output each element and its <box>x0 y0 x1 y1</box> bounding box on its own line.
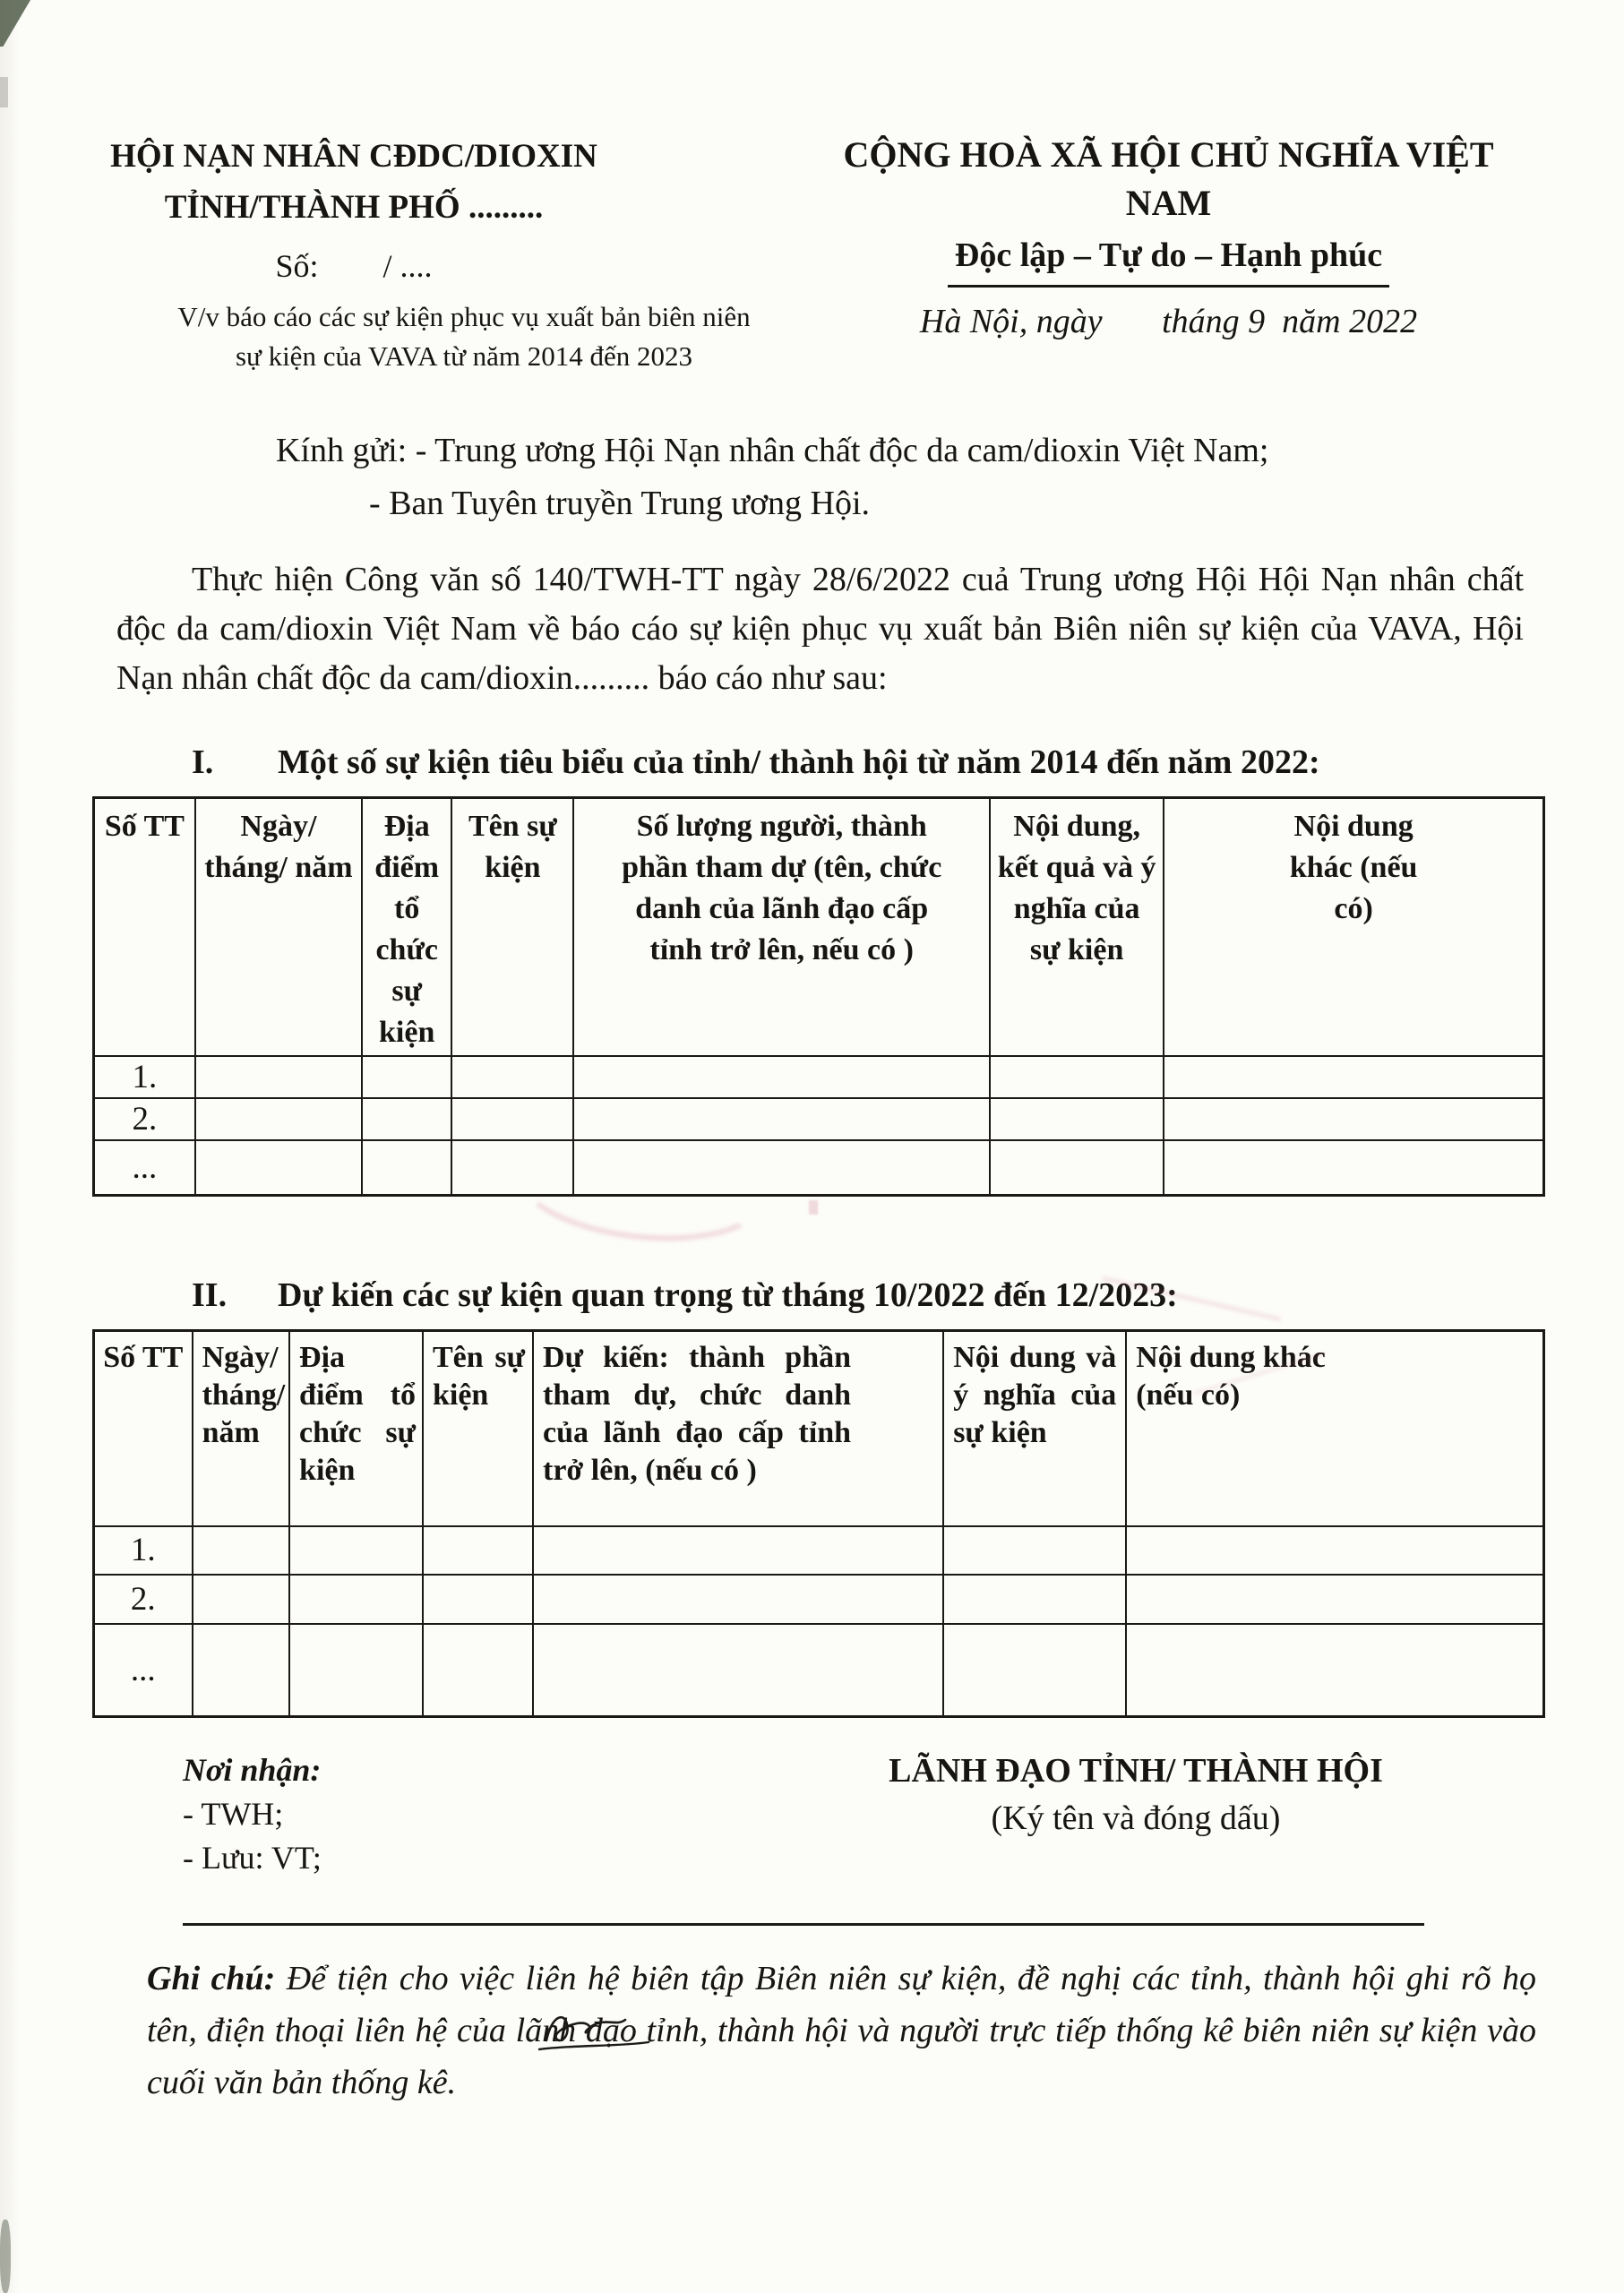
column-header: Tên sự kiện <box>451 798 573 1056</box>
recipients-list-block <box>183 1748 322 1880</box>
divider-line <box>183 1923 1424 1926</box>
section-numeral: I. <box>192 743 214 781</box>
table-cell <box>423 1624 533 1717</box>
table-cell <box>423 1526 533 1575</box>
table-cell: 2. <box>94 1575 193 1624</box>
column-header: Nội dung khác (nếu có) <box>1164 798 1543 1056</box>
recipient-name: - Ban Tuyên truyền Trung ương Hội. <box>369 485 871 522</box>
column-header: Tên sự kiện <box>423 1331 533 1526</box>
column-header: Địa điểm tổ chức sự kiện <box>362 798 451 1056</box>
table-cell: 1. <box>94 1526 193 1575</box>
table-cell <box>1126 1575 1543 1624</box>
signature-area <box>0 1748 1624 1880</box>
section-2-heading <box>192 1275 1624 1315</box>
column-header: Số lượng người, thành phần tham dự (tên, chức danh của lãnh đạo cấp tỉnh trở lên, nếu có ) <box>573 798 990 1056</box>
table-cell <box>362 1056 451 1098</box>
table-header-row <box>94 1331 1544 1526</box>
recipient-label: Kính gửi: <box>276 432 408 469</box>
recipient-item: - Lưu: VT; <box>183 1840 322 1876</box>
table-cell <box>573 1098 990 1140</box>
signer-title: LÃNH ĐẠO TỈNH/ THÀNH HỘI <box>889 1752 1383 1790</box>
recipient-item: - TWH; <box>183 1796 284 1832</box>
national-motto: Độc lập – Tự do – Hạnh phúc <box>948 231 1389 288</box>
column-header: Ngày/ tháng/ năm <box>195 798 362 1056</box>
document-subject <box>100 297 828 376</box>
column-header: Nội dung, kết quả và ý nghĩa của sự kiện <box>990 798 1164 1056</box>
table-cell <box>1126 1526 1543 1575</box>
subject-line: V/v báo cáo các sự kiện phục vụ xuất bản biên niên <box>177 301 751 332</box>
table-cell <box>193 1526 289 1575</box>
table-cell <box>451 1056 573 1098</box>
table-cell <box>1164 1056 1543 1098</box>
table-row <box>94 1575 1544 1624</box>
table-cell <box>195 1098 362 1140</box>
note-paragraph <box>147 1953 1536 2108</box>
table-cell <box>533 1526 943 1575</box>
signature-scribble <box>536 2001 656 2068</box>
column-header: Số TT <box>94 798 195 1056</box>
planned-events-table <box>92 1329 1545 1718</box>
column-header: Nội dung khác (nếu có) <box>1126 1331 1543 1526</box>
table-cell <box>943 1575 1126 1624</box>
table-row <box>94 1140 1544 1196</box>
table-cell: ... <box>94 1140 195 1196</box>
table-row <box>94 1098 1544 1140</box>
stamp-mark <box>809 1200 818 1215</box>
recipient-line <box>276 425 1624 477</box>
table-cell <box>451 1140 573 1196</box>
section-title: Dự kiến các sự kiện quan trọng từ tháng 10/2022 đến 12/2023: <box>278 1276 1178 1314</box>
table-cell <box>289 1526 423 1575</box>
table-cell <box>289 1575 423 1624</box>
national-title: CỘNG HOÀ XÃ HỘI CHỦ NGHĨA VIỆT NAM <box>843 134 1494 223</box>
table-cell <box>1164 1140 1543 1196</box>
table-cell: ... <box>94 1624 193 1717</box>
signer-instruction: (Ký tên và đóng dấu) <box>991 1799 1281 1837</box>
note-text: Để tiện cho việc liên hệ biên tập Biên niên sự kiện, đề nghị các tỉnh, thành hội ghi rõ họ tên, điện thoại liên hệ của lãnh đạo tỉnh, thành hội và người trực tiếp thống kê biên niên sự kiện vào cuối văn bản thống kê. <box>147 1960 1536 2101</box>
column-header: Địa điểm tổ chức sự kiện <box>289 1331 423 1526</box>
table-cell <box>1126 1624 1543 1717</box>
column-header: Dự kiến: thành phần tham dự, chức danh của lãnh đạo cấp tỉnh trở lên, (nếu có ) <box>533 1331 943 1526</box>
table-cell <box>195 1140 362 1196</box>
recipient-name: - Trung ương Hội Nạn nhân chất độc da cam/dioxin Việt Nam; <box>415 432 1269 469</box>
table-cell <box>573 1140 990 1196</box>
table-cell <box>990 1140 1164 1196</box>
document-header <box>0 0 1624 376</box>
table-cell <box>195 1056 362 1098</box>
table-cell <box>362 1098 451 1140</box>
table-cell <box>990 1056 1164 1098</box>
table-cell <box>990 1098 1164 1140</box>
table-cell <box>573 1056 990 1098</box>
table-cell <box>943 1624 1126 1717</box>
national-header-block <box>828 131 1509 376</box>
section-numeral: II. <box>192 1276 228 1314</box>
document-number-line: Số: / .... <box>275 248 433 284</box>
table-cell <box>533 1624 943 1717</box>
recipients-label: Nơi nhận: <box>183 1752 322 1788</box>
table-header-row <box>94 798 1544 1056</box>
signer-block <box>773 1748 1499 1880</box>
past-events-table <box>92 796 1545 1197</box>
corner-smudge <box>0 2220 11 2293</box>
note-label: Ghi chú: <box>147 1960 276 1997</box>
recipient-block <box>276 425 1624 530</box>
section-1-heading <box>192 743 1624 782</box>
table-cell <box>362 1140 451 1196</box>
body-paragraph: Thực hiện Công văn số 140/TWH-TT ngày 28/6/2022 cuả Trung ương Hội Hội Nạn nhân chất độc da cam/dioxin Việt Nam về báo cáo sự kiện phục vụ xuất bản Biên niên sự kiện của VAVA, Hội Nạn nhân chất độc da cam/dioxin......... báo cáo như sau: <box>116 561 1524 697</box>
table-cell <box>533 1575 943 1624</box>
table-cell <box>943 1526 1126 1575</box>
table-cell: 2. <box>94 1098 195 1140</box>
subject-line: sự kiện của VAVA từ năm 2014 đến 2023 <box>235 340 693 372</box>
table-cell <box>289 1624 423 1717</box>
table-cell <box>193 1624 289 1717</box>
place-date-line: Hà Nội, ngày tháng 9 năm 2022 <box>919 303 1418 340</box>
table-cell <box>451 1098 573 1140</box>
table-row <box>94 1624 1544 1717</box>
column-header: Nội dung và ý nghĩa của sự kiện <box>943 1331 1126 1526</box>
table-row <box>94 1056 1544 1098</box>
issuing-org-block <box>100 131 828 376</box>
section-title: Một số sự kiện tiêu biểu của tỉnh/ thành hội từ năm 2014 đến năm 2022: <box>278 743 1320 781</box>
table-cell: 1. <box>94 1056 195 1098</box>
column-header: Số TT <box>94 1331 193 1526</box>
column-header: Ngày/ tháng/ năm <box>193 1331 289 1526</box>
org-name-block <box>100 131 607 233</box>
org-name-line: HỘI NẠN NHÂN CĐDC/DIOXIN <box>110 138 597 175</box>
table-row <box>94 1526 1544 1575</box>
table-cell <box>1164 1098 1543 1140</box>
table-cell <box>423 1575 533 1624</box>
org-unit-line: TỈNH/THÀNH PHỐ ......... <box>164 189 544 226</box>
table-cell <box>193 1575 289 1624</box>
